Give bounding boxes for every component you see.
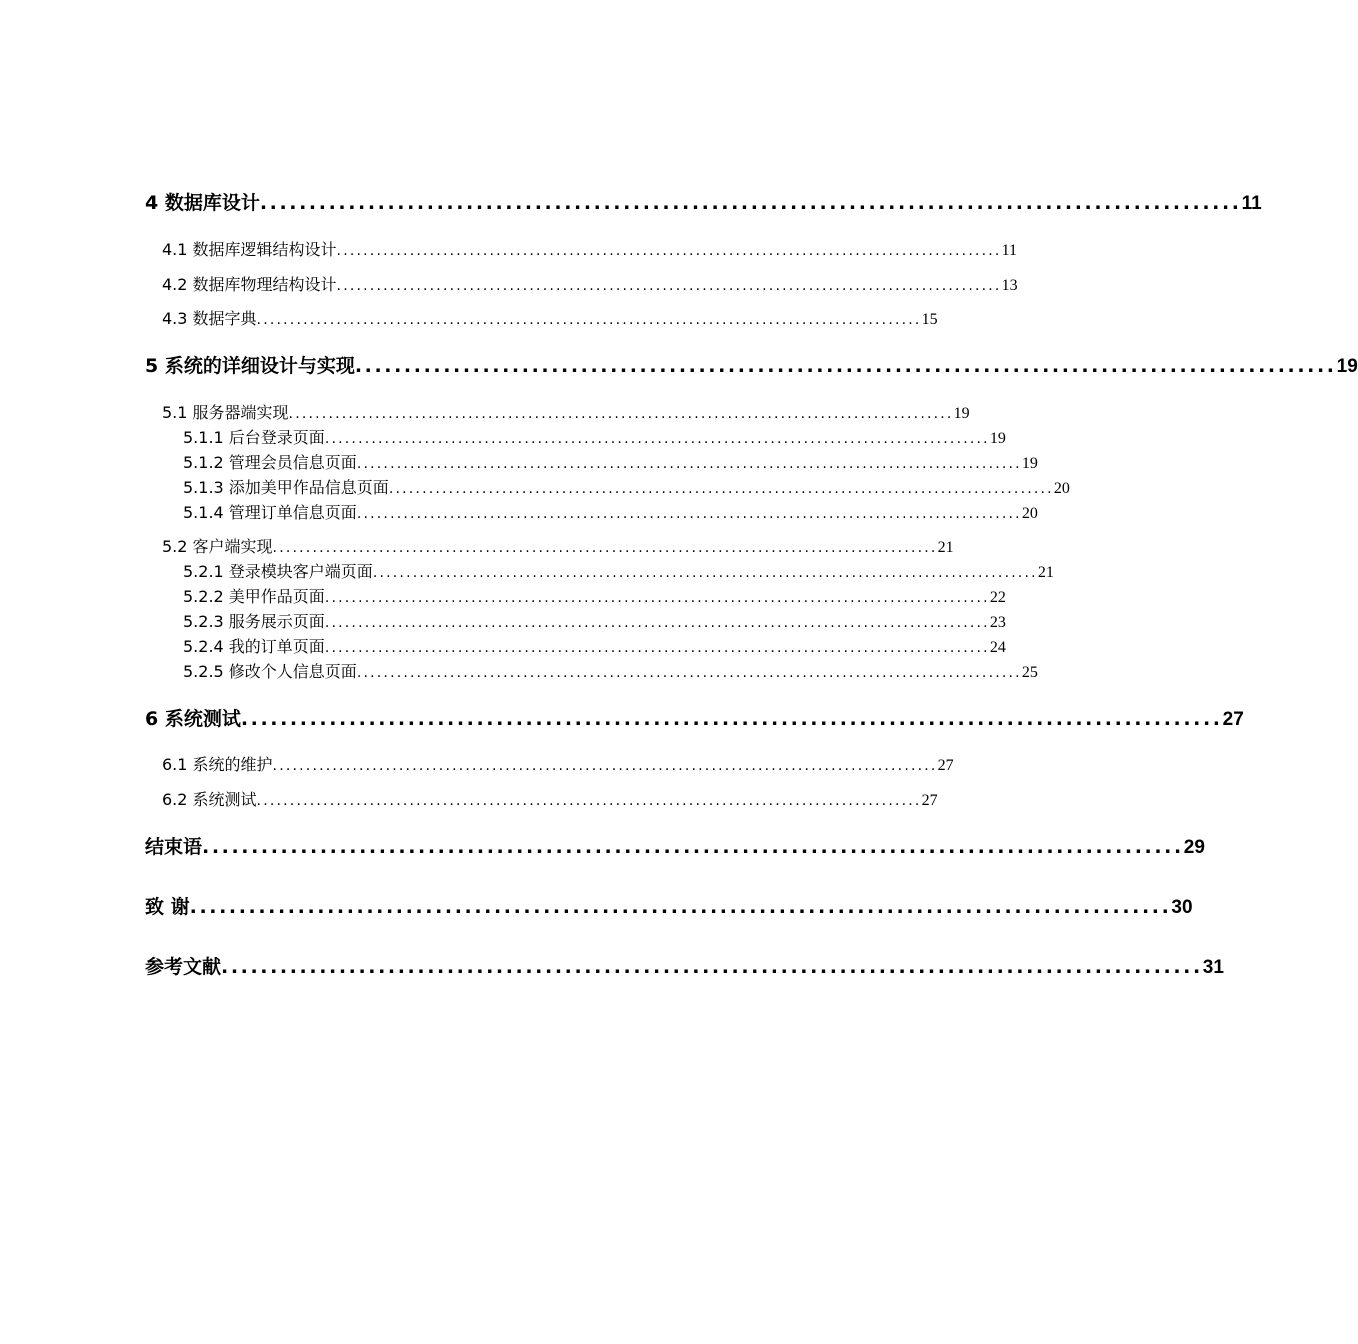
toc-entry-subsection-5-2-1[interactable] bbox=[183, 559, 1054, 582]
dot-leader: .................................................................................................... bbox=[388, 481, 1054, 497]
toc-entry-label: 4.3 数据字典 bbox=[162, 309, 257, 328]
toc-entry-page: 25 bbox=[1021, 664, 1038, 681]
toc-entry-label: 5.1.2 管理会员信息页面 bbox=[183, 453, 357, 472]
toc-entry-page: 19 bbox=[989, 430, 1006, 447]
dot-leader: .................................................................................................... bbox=[372, 565, 1038, 581]
toc-entry-label: 5.2.3 服务展示页面 bbox=[183, 612, 325, 631]
dot-leader: .................................................................................................... bbox=[256, 793, 922, 809]
dot-leader: .................................................................................................... bbox=[356, 665, 1022, 681]
dot-leader: .................................................................................................... bbox=[324, 590, 990, 606]
toc-entry-label: 5.1 服务器端实现 bbox=[162, 403, 289, 422]
toc-entry-label: 参考文献 bbox=[145, 956, 222, 978]
toc-entry-page: 23 bbox=[989, 614, 1006, 631]
dot-leader: .................................................................................................... bbox=[288, 406, 954, 422]
toc-entry-label: 5.1.3 添加美甲作品信息页面 bbox=[183, 478, 389, 497]
toc-entry-page: 21 bbox=[937, 539, 954, 556]
toc-entry-chapter-6[interactable] bbox=[145, 704, 1244, 731]
toc-entry-page: 13 bbox=[1001, 277, 1018, 294]
toc-entry-chapter-5[interactable] bbox=[145, 351, 1358, 378]
toc-entry-conclusion[interactable] bbox=[145, 832, 1205, 859]
toc-entry-page: 22 bbox=[989, 589, 1006, 606]
toc-entry-page: 19 bbox=[1021, 455, 1038, 472]
toc-entry-section-5-2[interactable] bbox=[162, 534, 954, 557]
toc-entry-label: 5.2.1 登录模块客户端页面 bbox=[183, 562, 373, 581]
dot-leader: .................................................................................................... bbox=[256, 312, 922, 328]
dot-leader: .................................................................................................... bbox=[336, 278, 1002, 294]
toc-entry-section-6-1[interactable] bbox=[162, 752, 954, 775]
toc-entry-section-5-1[interactable] bbox=[162, 400, 970, 423]
dot-leader: .................................................................................................... bbox=[356, 506, 1022, 522]
dot-leader: .................................................................................................... bbox=[354, 355, 1337, 377]
toc-entry-label: 5.2.5 修改个人信息页面 bbox=[183, 662, 357, 681]
dot-leader: .................................................................................................... bbox=[336, 243, 1002, 259]
dot-leader: .................................................................................................... bbox=[356, 456, 1022, 472]
toc-entry-page: 27 bbox=[921, 792, 938, 809]
toc-entry-subsection-5-1-3[interactable] bbox=[183, 475, 1070, 498]
toc-entry-label: 6.2 系统测试 bbox=[162, 790, 257, 809]
toc-entry-label: 致 谢 bbox=[145, 896, 190, 918]
dot-leader: .................................................................................................... bbox=[221, 956, 1203, 978]
toc-entry-section-4-3[interactable] bbox=[162, 306, 938, 329]
toc-entry-label: 4.1 数据库逻辑结构设计 bbox=[162, 240, 337, 259]
toc-entry-label: 5.1.1 后台登录页面 bbox=[183, 428, 325, 447]
toc-entry-label: 4.2 数据库物理结构设计 bbox=[162, 275, 337, 294]
dot-leader: .................................................................................................... bbox=[259, 192, 1242, 214]
toc-entry-page: 24 bbox=[989, 639, 1006, 656]
dot-leader: .................................................................................................... bbox=[324, 640, 990, 656]
toc-entry-page: 11 bbox=[1241, 193, 1262, 214]
toc-entry-subsection-5-2-5[interactable] bbox=[183, 659, 1038, 682]
dot-leader: .................................................................................................... bbox=[202, 836, 1184, 858]
toc-entry-page: 31 bbox=[1202, 957, 1224, 978]
toc-entry-label: 6 系统测试 bbox=[145, 708, 241, 730]
toc-entry-page: 15 bbox=[921, 311, 938, 328]
toc-entry-subsection-5-2-2[interactable] bbox=[183, 584, 1006, 607]
dot-leader: .................................................................................................... bbox=[240, 708, 1223, 730]
dot-leader: .................................................................................................... bbox=[272, 540, 938, 556]
toc-entry-subsection-5-1-2[interactable] bbox=[183, 450, 1038, 473]
toc-entry-page: 20 bbox=[1053, 480, 1070, 497]
toc-entry-subsection-5-1-1[interactable] bbox=[183, 425, 1006, 448]
toc-entry-page: 19 bbox=[1336, 356, 1358, 377]
toc-entry-label: 5.1.4 管理订单信息页面 bbox=[183, 503, 357, 522]
dot-leader: .................................................................................................... bbox=[324, 615, 990, 631]
toc-entry-label: 6.1 系统的维护 bbox=[162, 755, 273, 774]
dot-leader: .................................................................................................... bbox=[189, 896, 1172, 918]
toc-entry-chapter-4[interactable] bbox=[145, 188, 1262, 215]
toc-entry-references[interactable] bbox=[145, 952, 1224, 979]
toc-entry-page: 19 bbox=[953, 405, 970, 422]
toc-entry-label: 5.2.4 我的订单页面 bbox=[183, 637, 325, 656]
toc-entry-page: 30 bbox=[1171, 897, 1193, 918]
toc-entry-page: 27 bbox=[1222, 709, 1244, 730]
toc-entry-page: 21 bbox=[1037, 564, 1054, 581]
toc-entry-label: 结束语 bbox=[145, 836, 203, 858]
toc-entry-page: 29 bbox=[1183, 837, 1205, 858]
dot-leader: .................................................................................................... bbox=[272, 758, 938, 774]
toc-entry-subsection-5-2-3[interactable] bbox=[183, 609, 1006, 632]
toc-entry-page: 27 bbox=[937, 757, 954, 774]
toc-entry-subsection-5-2-4[interactable] bbox=[183, 634, 1006, 657]
toc-entry-label: 5.2 客户端实现 bbox=[162, 537, 273, 556]
toc-entry-section-4-2[interactable] bbox=[162, 272, 1018, 295]
toc-entry-page: 20 bbox=[1021, 505, 1038, 522]
dot-leader: .................................................................................................... bbox=[324, 431, 990, 447]
toc-entry-label: 4 数据库设计 bbox=[145, 192, 260, 214]
toc-entry-page: 11 bbox=[1001, 242, 1017, 259]
toc-entry-section-4-1[interactable] bbox=[162, 237, 1017, 260]
toc-entry-acknowledgements[interactable] bbox=[145, 892, 1193, 919]
toc-entry-subsection-5-1-4[interactable] bbox=[183, 500, 1038, 523]
toc-entry-label: 5.2.2 美甲作品页面 bbox=[183, 587, 325, 606]
toc-entry-section-6-2[interactable] bbox=[162, 787, 938, 810]
toc-entry-label: 5 系统的详细设计与实现 bbox=[145, 355, 355, 377]
